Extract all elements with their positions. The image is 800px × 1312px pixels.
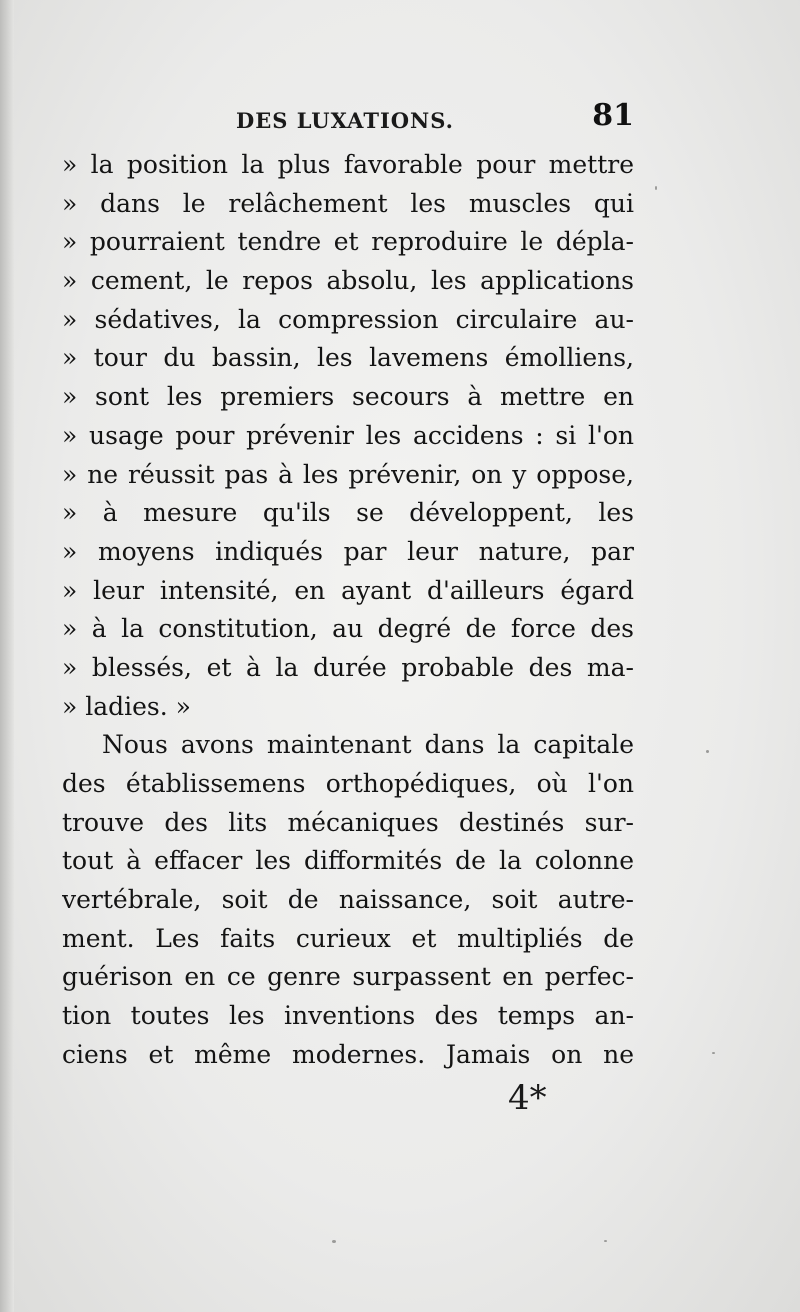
page-number: 81	[592, 98, 634, 133]
text-line-paragraph-start: Nous avons maintenant dans la capitale	[102, 730, 634, 760]
text-line: tout à effacer les difformités de la colonne	[62, 846, 634, 876]
text-line: » cement, le repos absolu, les applications	[62, 266, 634, 296]
text-line: ciens et même modernes. Jamais on ne	[62, 1039, 634, 1069]
text-line: vertébrale, soit de naissance, soit autre-	[62, 885, 634, 915]
text-line: » pourraient tendre et reproduire le dépla-	[62, 227, 634, 257]
text-line: » moyens indiqués par leur nature, par	[62, 536, 634, 566]
text-line: » la position la plus favorable pour mettre	[62, 150, 634, 179]
text-line: » leur intensité, en ayant d'ailleurs égard	[62, 575, 634, 605]
body-text	[62, 146, 634, 1075]
text-line: » à la constitution, au degré de force des	[62, 614, 634, 644]
running-head: DES LUXATIONS.	[236, 108, 454, 133]
text-line: » ne réussit pas à les prévenir, on y oppose,	[62, 459, 634, 489]
paper-speck	[332, 1240, 336, 1243]
text-line: » dans le relâchement les muscles qui	[62, 188, 634, 218]
text-line: » blessés, et à la durée probable des ma-	[62, 652, 634, 682]
signature-mark: 4*	[508, 1078, 547, 1118]
text-line: » à mesure qu'ils se développent, les	[62, 498, 634, 528]
text-line: tion toutes les inventions des temps an-	[62, 1001, 634, 1031]
paper-speck	[706, 750, 709, 753]
paper-speck	[604, 1240, 607, 1242]
text-line: guérison en ce genre surpassent en perfec-	[62, 962, 634, 992]
paper-speck	[712, 1052, 715, 1054]
paper-speck	[655, 186, 657, 190]
text-line: » sont les premiers secours à mettre en	[62, 382, 634, 412]
text-line: » usage pour prévenir les accidens : si l'on	[62, 420, 634, 450]
text-line: des établissemens orthopédiques, où l'on	[62, 769, 634, 798]
text-line: ment. Les faits curieux et multipliés de	[62, 923, 634, 953]
page-spine-shadow	[0, 0, 14, 1312]
text-line: trouve des lits mécaniques destinés sur-	[62, 807, 634, 837]
page-header	[62, 98, 634, 142]
text-line-paragraph-end: » ladies. »	[62, 691, 191, 721]
text-line: » sédatives, la compression circulaire au-	[62, 304, 634, 334]
text-line: » tour du bassin, les lavemens émolliens,	[62, 343, 634, 373]
